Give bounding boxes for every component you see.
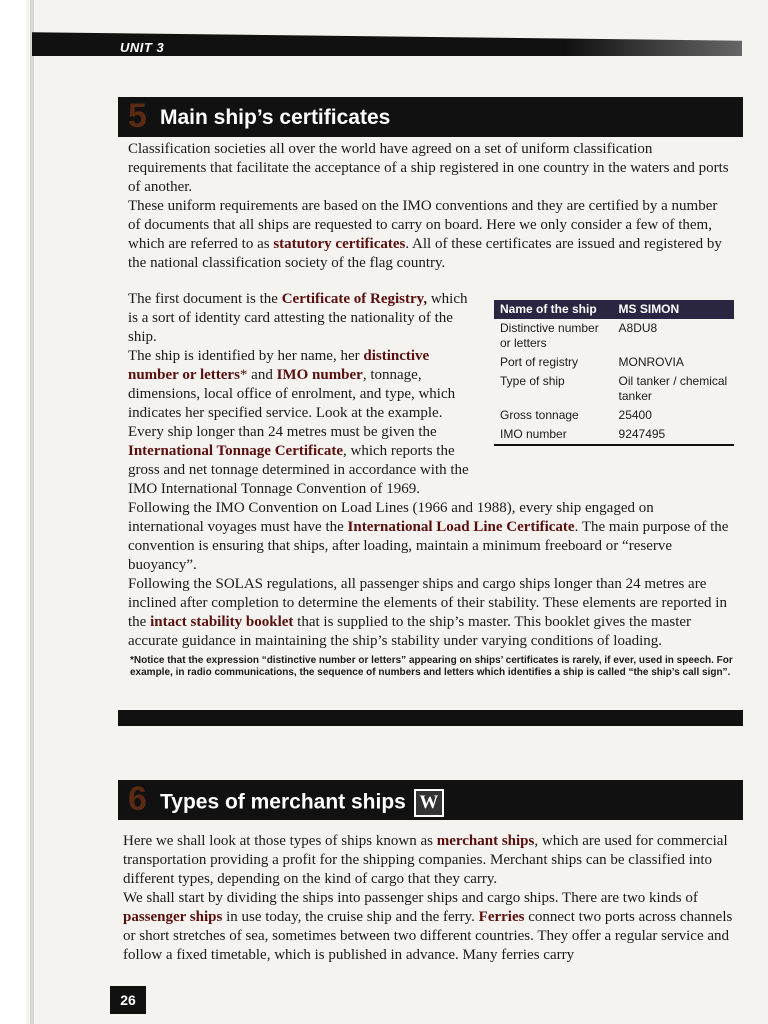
paragraph: We shall start by dividing the ships into passenger ships and cargo ships. There are two kinds of passenger ships in use today, the cruise ship and the ferry. Ferries connect two ports across channels or short stretches of sea, sometimes between two different countries. They offer a regular service and follow a fixed timetable, which is published in advance. Many ferries carry (123, 890, 733, 963)
section-5-body-top (128, 140, 730, 273)
page-number: 26 (110, 986, 146, 1014)
paragraph: Classification societies all over the world have agreed on a set of uniform classification requirements that facilitate the acceptance of a ship registered in one country in the waters and ports of another. (128, 141, 729, 195)
paragraph: Here we shall look at those types of ships known as merchant ships, which are used for commercial transportation providing a profit for the shipping companies. Merchant ships can be classified into different types, depending on the kind of cargo that they carry. (123, 833, 728, 887)
table-value: 9247495 (613, 425, 734, 445)
key-term: International Tonnage Certificate (128, 443, 343, 459)
key-term: Certificate of Registry, (281, 291, 428, 307)
table-value: MONROVIA (618, 355, 684, 369)
table-label: Port of registry (500, 355, 579, 369)
section-divider-bar (118, 710, 743, 726)
key-term: intact stability booklet (150, 614, 294, 630)
table-label: Gross tonnage (500, 408, 579, 422)
section-5-body-left (128, 290, 480, 499)
key-term: distinctive number or letters (128, 348, 430, 383)
key-term: Ferries (478, 909, 525, 925)
unit-label: UNIT 3 (120, 40, 165, 55)
table-label: Distinctive number or letters (500, 321, 599, 350)
section-title: Types of merchant ships W (160, 789, 444, 817)
web-resource-icon: W (414, 789, 444, 817)
table-label: Name of the ship (494, 300, 613, 319)
section-title: Main ship’s certificates (160, 106, 391, 129)
section-6-body (123, 832, 733, 965)
paragraph: Following the SOLAS regulations, all passenger ships and cargo ships longer than 24 metres are inclined after completion to determine the elements of their stability. These elements are reported in the intact stability booklet that is supplied to the ship’s master. This booklet gives the master accurate guidance in maintaining the ship’s stability under varying conditions of loading. (128, 576, 727, 649)
paragraph: The ship is identified by her name, her distinctive number or letters* and IMO number, tonnage, dimensions, local office of enrolment, and type, which indicates her specified service. Look at the example. (128, 348, 456, 421)
section-5-body-bottom (128, 499, 730, 651)
table-value: Oil tanker / chemical tanker (618, 374, 728, 403)
table-value: MS SIMON (613, 300, 734, 319)
table-value: A8DU8 (618, 321, 658, 335)
section-5-heading (118, 97, 743, 137)
key-term: IMO number (276, 367, 363, 383)
ship-certificate-table (494, 300, 734, 446)
paragraph: Every ship longer than 24 metres must be given the International Tonnage Certificate, which reports the gross and net tonnage determined in accordance with the IMO International Tonnage Convention of 1969. (128, 424, 469, 497)
section-6-heading (118, 780, 743, 820)
page-spine (30, 0, 34, 1024)
table-row (494, 406, 734, 425)
key-term: passenger ships (123, 909, 223, 925)
table-label: Type of ship (500, 374, 565, 388)
footnote: *Notice that the expression “distinctive number or letters” appearing on ships’ certificates is rarely, if ever, used in speech. For example, in radio communications, the sequence of numbers and letters which identifies a ship is called “the ship’s call sign”. (130, 655, 733, 678)
table-value: 25400 (618, 408, 652, 422)
key-term: merchant ships (436, 833, 535, 849)
key-term: statutory certificates (273, 236, 406, 252)
paragraph: These uniform requirements are based on the IMO conventions and they are certified by a number of documents that all ships are requested to carry on board. Here we only consider a few of them, which are referred to as statutory certificates. All of these certificates are issued and registered by the national classification society of the flag country. (128, 198, 722, 271)
section-number: 5 (128, 97, 147, 135)
table-row (494, 319, 734, 353)
paragraph: Following the IMO Convention on Load Lines (1966 and 1988), every ship engaged on international voyages must have the International Load Line Certificate. The main purpose of the convention is ensuring that ships, after loading, maintain a minimum freeboard or “reserve buoyancy”. (128, 500, 729, 573)
table-row (494, 425, 734, 445)
section-number: 6 (128, 780, 147, 818)
key-term: International Load Line Certificate (347, 519, 575, 535)
paragraph: The first document is the Certificate of Registry, which is a sort of identity card attesting the nationality of the ship. (128, 291, 468, 345)
table-row (494, 353, 734, 372)
table-row (494, 372, 734, 406)
table-label: IMO number (494, 425, 613, 445)
table-row (494, 300, 734, 319)
